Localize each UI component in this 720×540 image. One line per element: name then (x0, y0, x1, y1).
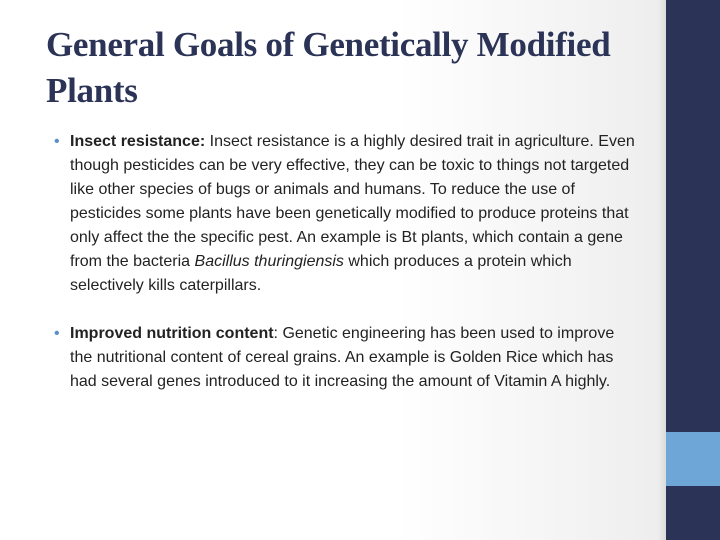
bullet-item-nutrition (54, 322, 639, 394)
sidebar-shadow (658, 0, 666, 540)
bullet-dot-icon: • (54, 133, 60, 150)
bullet-term: Improved nutrition content (70, 325, 274, 342)
bullet-italic-text: Bacillus thuringiensis (194, 253, 344, 270)
bullet-text: : Genetic engineering has been used to improve the nutritional content of cereal grains. An example is Golden Rice which has had several genes introduced to it increasing the amount of Vitamin A highly. (70, 325, 615, 390)
bullet-dot-icon: • (54, 325, 60, 342)
sidebar-accent-block (666, 432, 720, 486)
bullet-text-continued: which produces a protein which selectively kills caterpillars. (70, 253, 572, 294)
bullet-text: Insect resistance is a highly desired trait in agriculture. Even though pesticides can be very effective, they can be toxic to things not targeted like other species of bugs or animals and humans. To reduce the use of pesticides some plants have been genetically modified to produce proteins that only affect the the specific pest. An example is Bt plants, which contain a gene from the bacteria (70, 133, 635, 270)
bullet-term: Insect resistance: (70, 133, 206, 150)
slide-title: General Goals of Genetically Modified Plants (46, 25, 611, 110)
bullet-list (54, 130, 639, 394)
bullet-item-insect-resistance (54, 130, 639, 298)
